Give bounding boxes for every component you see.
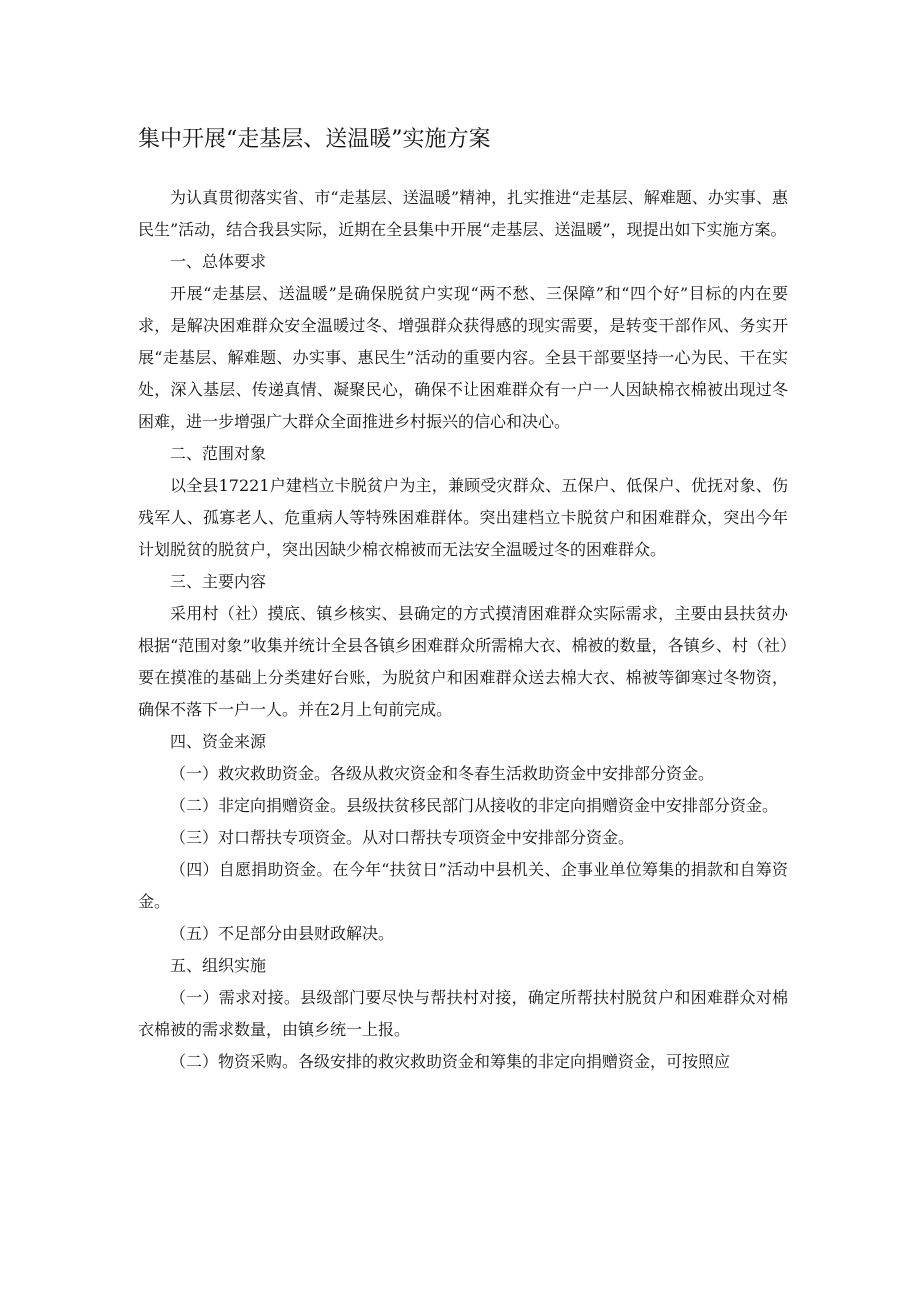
funding-item-5: （五）不足部分由县财政解决。 (170, 924, 395, 943)
section-heading-general-requirements: 一、总体要求 (170, 252, 267, 271)
implementation-item-2: （二）物资采购。各级安排的救灾救助资金和筹集的非定向捐赠资金，可按照应 (170, 1052, 731, 1071)
scope-paragraph: 以全县17221户建档立卡脱贫户为主，兼顾受灾群众、五保户、低保户、优抚对象、伤残军人、孤寡老人、危重病人等特殊困难群体。突出建档立卡脱贫户和困难群众，突出今年计划脱贫的脱贫户，突出因缺少棉衣棉被而无法安全温暖过冬的困难群众。 (138, 476, 788, 559)
implementation-item-1: （一）需求对接。县级部门要尽快与帮扶村对接，确定所帮扶村脱贫户和困难群众对棉衣棉被的需求数量，由镇乡统一上报。 (138, 988, 788, 1039)
funding-item-3: （三）对口帮扶专项资金。从对口帮扶专项资金中安排部分资金。 (170, 828, 635, 847)
section-heading-scope: 二、范围对象 (170, 444, 267, 463)
funding-item-2: （二）非定向捐赠资金。县级扶贫移民部门从接收的非定向捐赠资金中安排部分资金。 (170, 796, 779, 815)
section-heading-funding: 四、资金来源 (170, 732, 267, 751)
funding-item-4: （四）自愿捐助资金。在今年“扶贫日”活动中县机关、企事业单位筹集的捐款和自筹资金。 (138, 860, 788, 911)
intro-paragraph: 为认真贯彻落实省、市“走基层、送温暖”精神，扎实推进“走基层、解难题、办实事、惠民生”活动，结合我县实际，近期在全县集中开展“走基层、送温暖”，现提出如下实施方案。 (138, 188, 788, 239)
section-heading-main-content: 三、主要内容 (170, 572, 267, 591)
document-page (138, 118, 788, 1078)
general-requirements-paragraph: 开展“走基层、送温暖”是确保脱贫户实现“两不愁、三保障”和“四个好”目标的内在要求，是解决困难群众安全温暖过冬、增强群众获得感的现实需要，是转变干部作风、务实开展“走基层、解难题、办实事、惠民生”活动的重要内容。全县干部要坚持一心为民、干在实处，深入基层、传递真情、凝聚民心，确保不让困难群众有一户一人因缺棉衣棉被出现过冬困难，进一步增强广大群众全面推进乡村振兴的信心和决心。 (138, 284, 788, 431)
document-title: 集中开展“走基层、送温暖”实施方案 (138, 127, 491, 152)
funding-item-1: （一）救灾救助资金。各级从救灾资金和冬春生活救助资金中安排部分资金。 (170, 764, 715, 783)
section-heading-implementation: 五、组织实施 (170, 956, 267, 975)
main-content-paragraph: 采用村（社）摸底、镇乡核实、县确定的方式摸清困难群众实际需求，主要由县扶贫办根据“范围对象”收集并统计全县各镇乡困难群众所需棉大衣、棉被的数量，各镇乡、村（社）要在摸准的基础上分类建好台账，为脱贫户和困难群众送去棉大衣、棉被等御寒过冬物资，确保不落下一户一人。并在2月上旬前完成。 (138, 604, 788, 719)
